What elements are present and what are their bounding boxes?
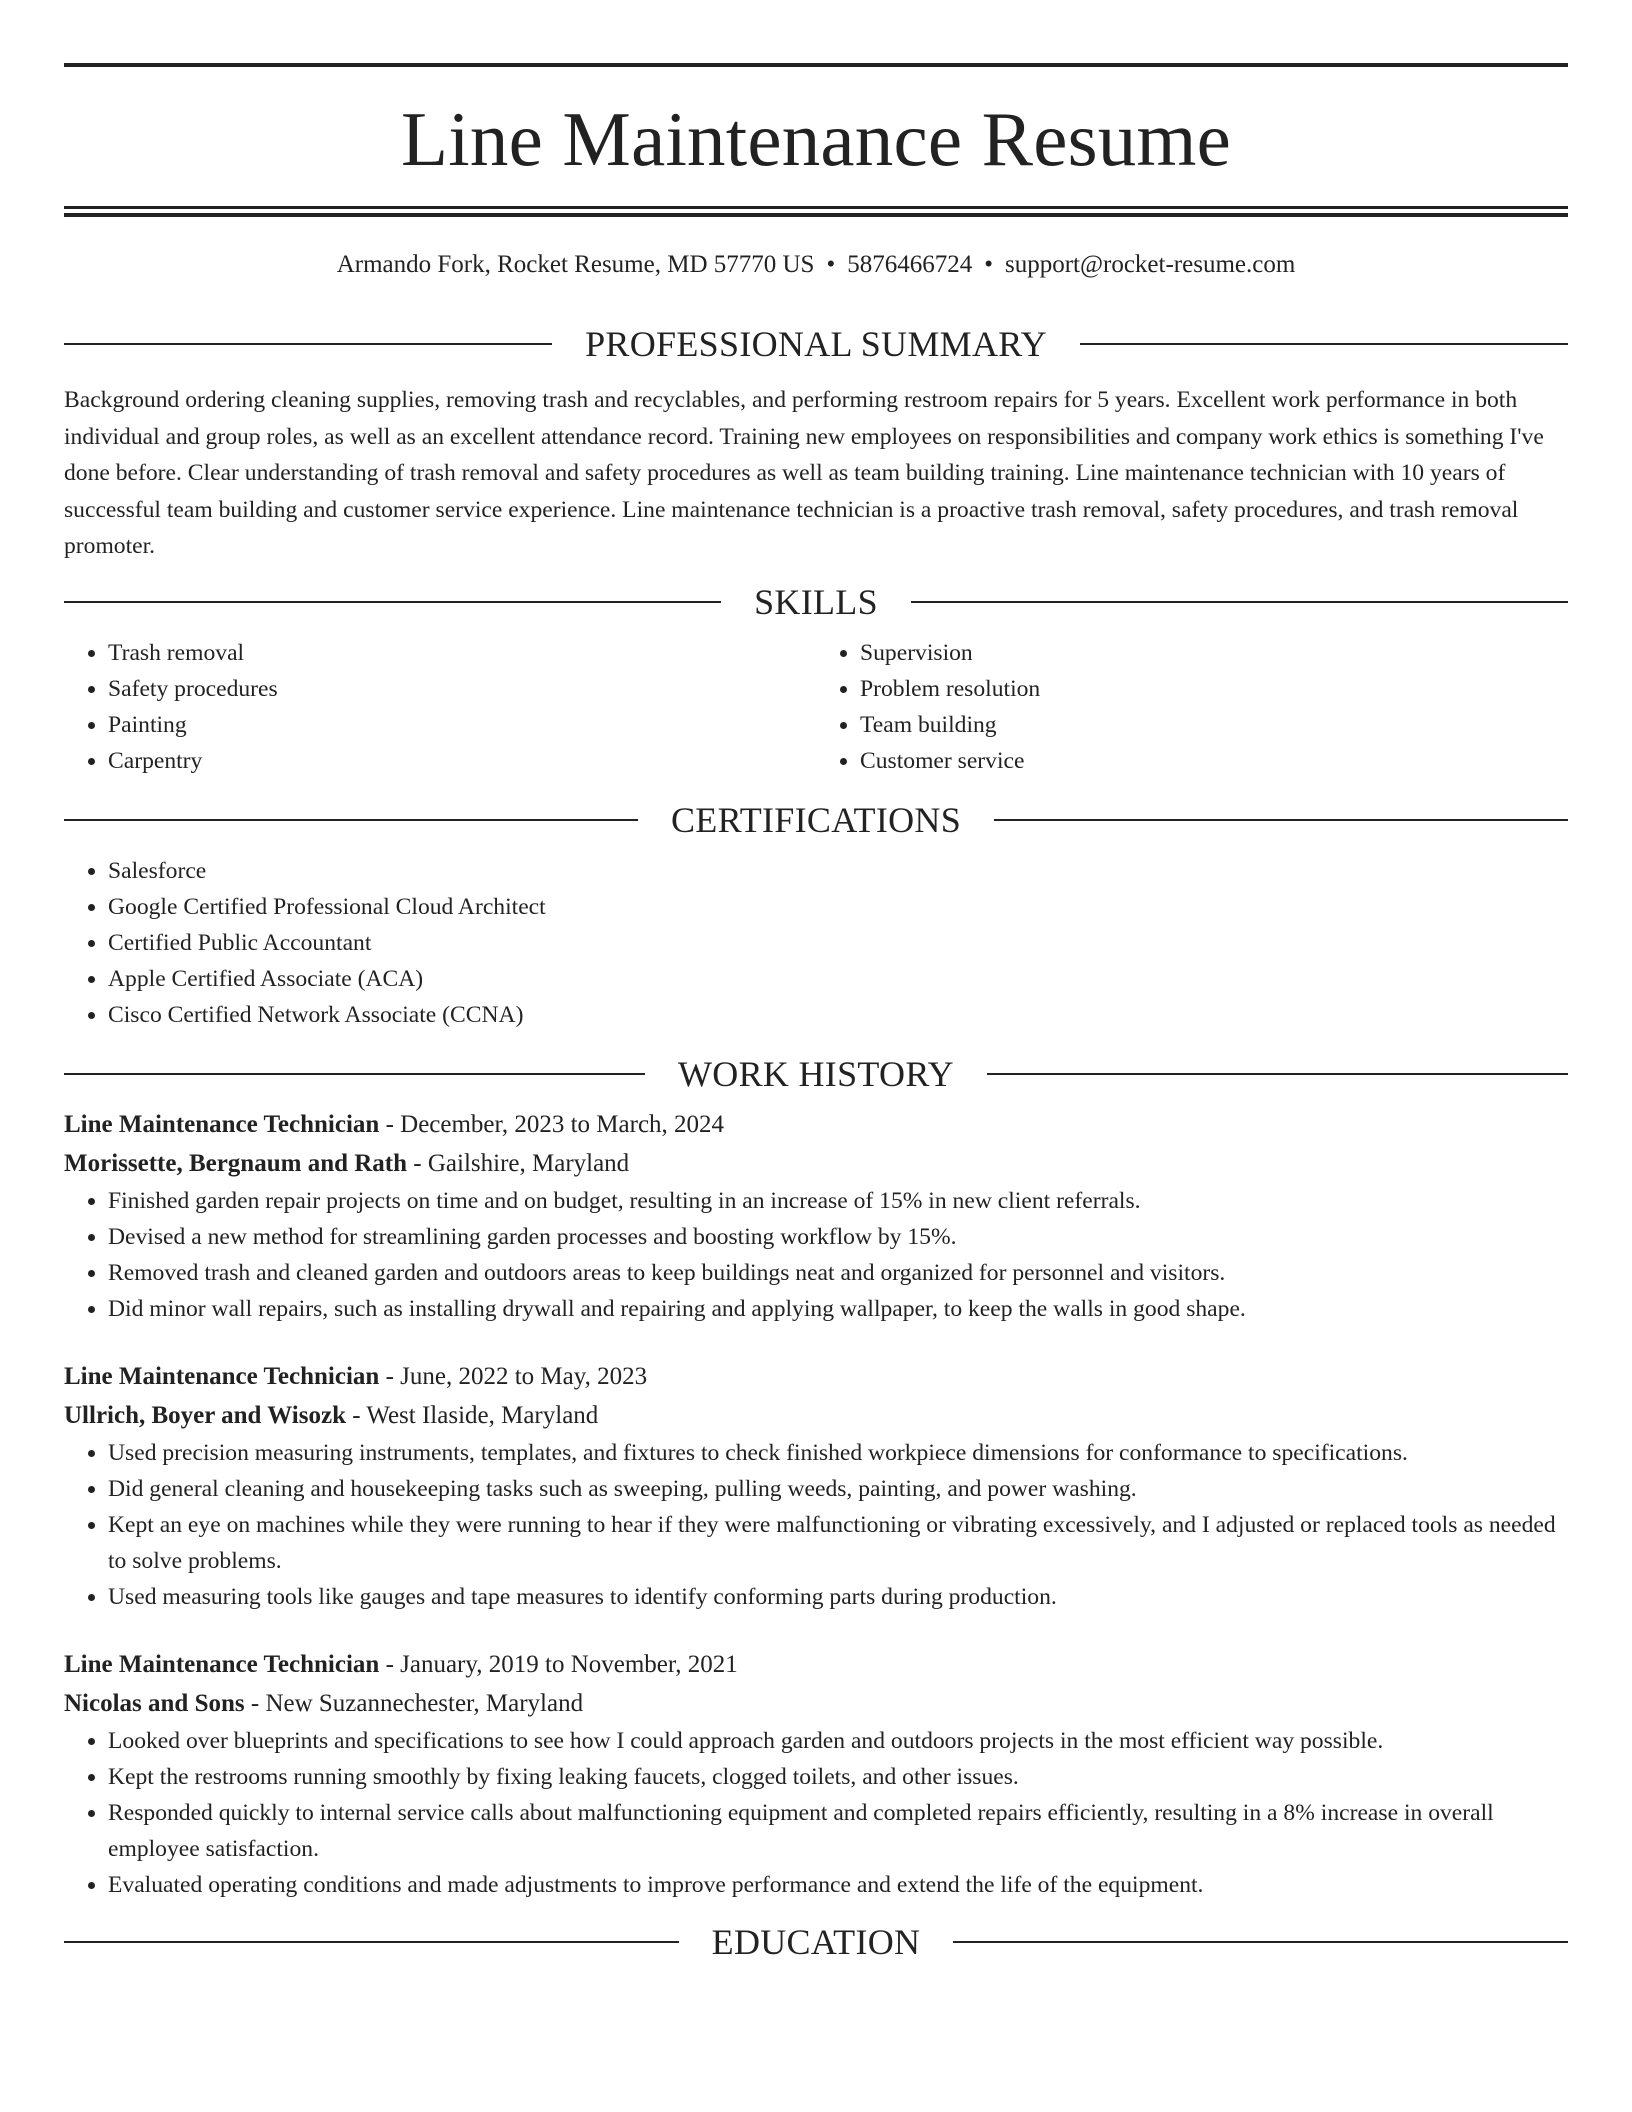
job-dates: - June, 2022 to May, 2023 — [379, 1362, 648, 1390]
job-bullet: • Devised a new method for streamlining garden processes and boosting workflow by 15%. — [108, 1219, 1568, 1255]
job-bullet: • Used measuring tools like gauges and tape measures to identify conforming parts during production. — [108, 1579, 1568, 1615]
job-bullet: • Evaluated operating conditions and made adjustments to improve performance and extend the life of the equipment. — [108, 1867, 1568, 1903]
contact-line — [64, 249, 1568, 281]
job-title: Line Maintenance Technician — [64, 1110, 380, 1138]
section-heading-skills — [64, 581, 1568, 623]
section-title: CERTIFICATIONS — [670, 799, 962, 840]
job-title-line — [64, 1645, 1568, 1684]
job-title-line — [64, 1357, 1568, 1396]
skill-item: • Carpentry — [108, 743, 816, 779]
section-title: SKILLS — [754, 581, 878, 622]
job-bullet: • Responded quickly to internal service calls about malfunctioning equipment and completed repairs efficiently, resulting in a 8% increase in overall employee satisfaction. — [108, 1795, 1568, 1867]
job-dates: - December, 2023 to March, 2024 — [379, 1110, 725, 1138]
heading-rule — [1080, 343, 1568, 345]
skill-item: • Supervision — [860, 635, 1568, 671]
resume-page — [64, 0, 1568, 1963]
job-company-line — [64, 1396, 1568, 1435]
certification-item: • Certified Public Accountant — [108, 925, 1568, 961]
heading-rule — [64, 1073, 645, 1075]
skill-item: • Problem resolution — [860, 671, 1568, 707]
section-heading-education — [64, 1921, 1568, 1963]
heading-rule — [64, 343, 552, 345]
job-company-line — [64, 1144, 1568, 1183]
heading-rule — [911, 601, 1568, 603]
contact-phone: 5876466724 — [847, 251, 973, 278]
job-bullets — [64, 1435, 1568, 1615]
contact-separator: • — [984, 251, 993, 278]
skills-list-left — [64, 635, 816, 779]
skill-item: • Painting — [108, 707, 816, 743]
section-heading-work-history — [64, 1053, 1568, 1095]
heading-rule — [64, 819, 638, 821]
skill-item: • Trash removal — [108, 635, 816, 671]
certification-item: • Google Certified Professional Cloud Architect — [108, 889, 1568, 925]
heading-rule — [987, 1073, 1568, 1075]
job-bullets — [64, 1183, 1568, 1327]
job-bullets — [64, 1723, 1568, 1903]
job-location: - New Suzannechester, Maryland — [244, 1689, 584, 1717]
contact-email: support@rocket-resume.com — [1004, 251, 1296, 278]
certification-item: • Salesforce — [108, 853, 1568, 889]
section-title: PROFESSIONAL SUMMARY — [585, 324, 1047, 364]
job-company: Nicolas and Sons — [64, 1689, 245, 1717]
job-bullet: • Looked over blueprints and specifications to see how I could approach garden and outdoors projects in the most efficient way possible. — [108, 1723, 1568, 1759]
section-title: WORK HISTORY — [678, 1053, 954, 1094]
title-double-rule — [64, 206, 1568, 217]
top-rule — [64, 63, 1568, 67]
job-company: Morissette, Bergnaum and Rath — [64, 1149, 408, 1177]
heading-rule — [64, 1941, 679, 1943]
job-bullet: • Kept an eye on machines while they were running to hear if they were malfunctioning or vibrating excessively, and I adjusted or replaced tools as needed to solve problems. — [108, 1507, 1568, 1579]
job-bullet: • Kept the restrooms running smoothly by fixing leaking faucets, clogged toilets, and other issues. — [108, 1759, 1568, 1795]
job-entry — [64, 1105, 1568, 1327]
job-location: - Gailshire, Maryland — [407, 1149, 630, 1177]
job-bullet: • Did general cleaning and housekeeping tasks such as sweeping, pulling weeds, painting, and power washing. — [108, 1471, 1568, 1507]
heading-rule — [953, 1941, 1568, 1943]
job-entry — [64, 1645, 1568, 1903]
certification-item: • Apple Certified Associate (ACA) — [108, 961, 1568, 997]
heading-rule — [64, 601, 721, 603]
skill-item: • Team building — [860, 707, 1568, 743]
job-bullet: • Did minor wall repairs, such as installing drywall and repairing and applying wallpaper, to keep the walls in good shape. — [108, 1291, 1568, 1327]
job-title: Line Maintenance Technician — [64, 1362, 380, 1390]
section-heading-summary — [64, 323, 1568, 365]
document-title: Line Maintenance Resume — [401, 96, 1231, 182]
job-bullet: • Used precision measuring instruments, templates, and fixtures to check finished workpiece dimensions for conformance to specifications. — [108, 1435, 1568, 1471]
job-bullet: • Removed trash and cleaned garden and outdoors areas to keep buildings neat and organized for personnel and visitors. — [108, 1255, 1568, 1291]
section-title: EDUCATION — [711, 1921, 921, 1962]
summary-paragraph: Background ordering cleaning supplies, removing trash and recyclables, and performing restroom repairs for 5 years. Excellent work performance in both individual and group roles, as well as an excellent attendance record. Training new employees on responsibilities and company work ethics is something I've done before. Clear understanding of trash removal and safety procedures as well as team building training. Line maintenance technician with 10 years of successful team building and customer service experience. Line maintenance technician is a proactive trash removal, safety procedures, and trash removal promoter. — [64, 387, 1544, 559]
section-heading-certifications — [64, 799, 1568, 841]
job-company: Ullrich, Boyer and Wisozk — [64, 1401, 346, 1429]
contact-address: Armando Fork, Rocket Resume, MD 57770 US — [336, 251, 815, 278]
job-dates: - January, 2019 to November, 2021 — [379, 1650, 738, 1678]
job-bullet: • Finished garden repair projects on time and on budget, resulting in an increase of 15% in new client referrals. — [108, 1183, 1568, 1219]
skills-grid — [64, 635, 1568, 779]
job-entry — [64, 1357, 1568, 1615]
certifications-list — [64, 853, 1568, 1033]
job-location: - West Ilaside, Maryland — [345, 1401, 599, 1429]
skill-item: • Customer service — [860, 743, 1568, 779]
job-company-line — [64, 1684, 1568, 1723]
certification-item: • Cisco Certified Network Associate (CCNA) — [108, 997, 1568, 1033]
skill-item: • Safety procedures — [108, 671, 816, 707]
heading-rule — [994, 819, 1568, 821]
job-title-line — [64, 1105, 1568, 1144]
skills-list-right — [816, 635, 1568, 779]
job-title: Line Maintenance Technician — [64, 1650, 380, 1678]
contact-separator: • — [826, 251, 836, 278]
